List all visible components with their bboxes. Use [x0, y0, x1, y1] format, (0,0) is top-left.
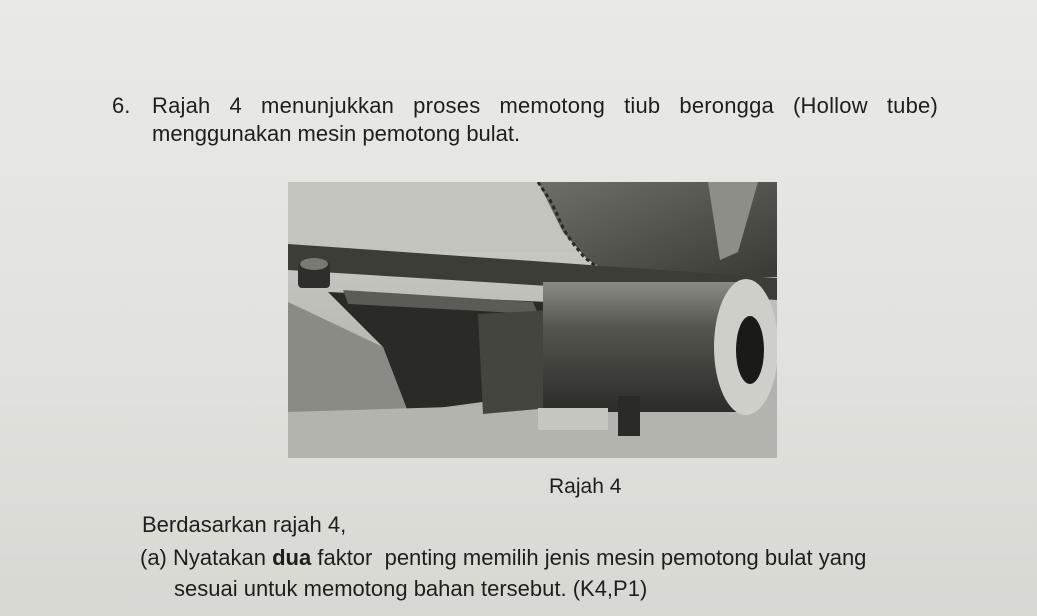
part-a-text-before: Nyatakan [173, 545, 266, 570]
question-number: 6. [112, 93, 131, 118]
question-text-line-1: Rajah 4 menunjukkan proses memotong tiub berongga (Hollow tube) [152, 93, 938, 118]
figure-caption: Rajah 4 [549, 475, 622, 498]
figure-circular-saw-photo [288, 182, 777, 458]
part-a-emphasis: dua [272, 545, 312, 570]
question-text-line-2: menggunakan mesin pemotong bulat. [152, 121, 521, 146]
part-a-line-2: sesuai untuk memotong bahan tersebut. (K4,P1) [174, 576, 648, 601]
part-a-line-1 [140, 545, 866, 571]
part-a-text-after: faktor penting memilih jenis mesin pemotong bulat yang [317, 545, 867, 570]
part-a-label: (a) [140, 545, 167, 570]
instruction-lead: Berdasarkan rajah 4, [142, 512, 347, 537]
circular-saw-cutting-tube-image [288, 182, 777, 458]
